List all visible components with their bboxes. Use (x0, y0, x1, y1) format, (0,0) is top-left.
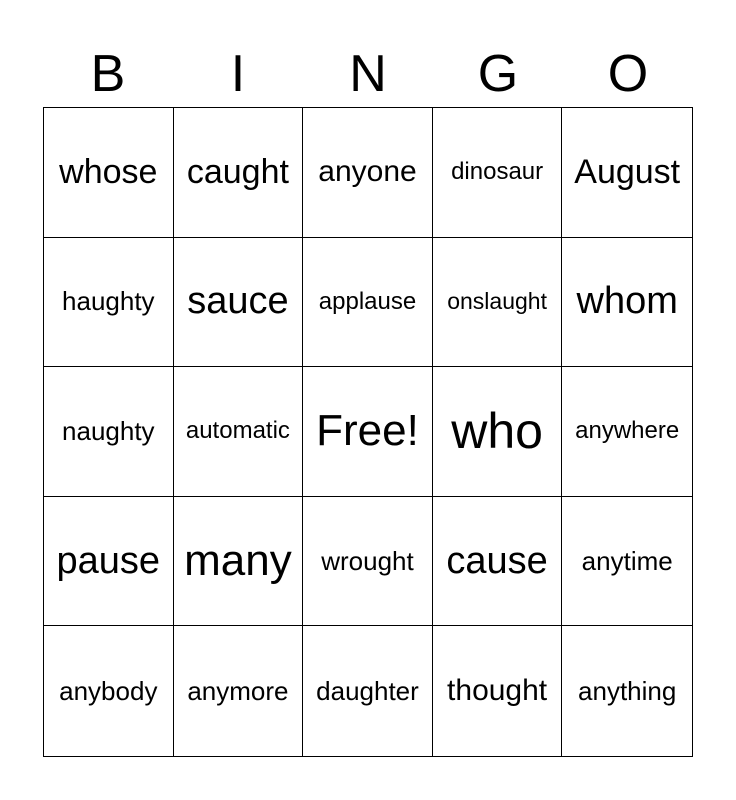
bingo-cell-r1c5: August (562, 108, 692, 238)
header-letter-g: G (477, 45, 519, 103)
bingo-cell-r4c5: anytime (562, 497, 692, 627)
bingo-cell-r5c2: anymore (174, 626, 304, 756)
bingo-cell-r3c2: automatic (174, 367, 304, 497)
bingo-cell-r1c3: anyone (303, 108, 433, 238)
bingo-cell-r5c4: thought (433, 626, 563, 756)
bingo-cell-r2c1: haughty (44, 238, 174, 368)
bingo-cell-r3c5: anywhere (562, 367, 692, 497)
header-letter-b: B (90, 45, 126, 103)
header-letter-n: N (349, 45, 387, 103)
bingo-cell-r4c3: wrought (303, 497, 433, 627)
bingo-cell-r1c1: whose (44, 108, 174, 238)
bingo-cell-r4c2: many (174, 497, 304, 627)
bingo-cell-r5c5: anything (578, 675, 677, 706)
header-letter-i: I (230, 45, 246, 103)
bingo-cell-r4c1: pause (44, 497, 174, 627)
bingo-cell-r3c1: naughty (44, 367, 174, 497)
bingo-cell-r3c4: who (433, 367, 563, 497)
bingo-cell-free: Free! (303, 367, 433, 497)
bingo-header (43, 40, 693, 108)
bingo-cell-r1c4: dinosaur (433, 108, 563, 238)
bingo-cell-r2c5: whom (562, 238, 692, 368)
header-letter-o: O (607, 45, 649, 103)
bingo-cell-r5c1: anybody (44, 626, 174, 756)
bingo-cell-r2c3: applause (303, 238, 433, 368)
bingo-grid (43, 107, 693, 757)
bingo-cell-r2c4: onslaught (433, 238, 563, 368)
bingo-cell-r4c4: cause (433, 497, 563, 627)
bingo-cell-r5c3: daughter (303, 626, 433, 756)
bingo-cell-r1c2: caught (174, 108, 304, 238)
bingo-cell-r2c2: sauce (174, 238, 304, 368)
